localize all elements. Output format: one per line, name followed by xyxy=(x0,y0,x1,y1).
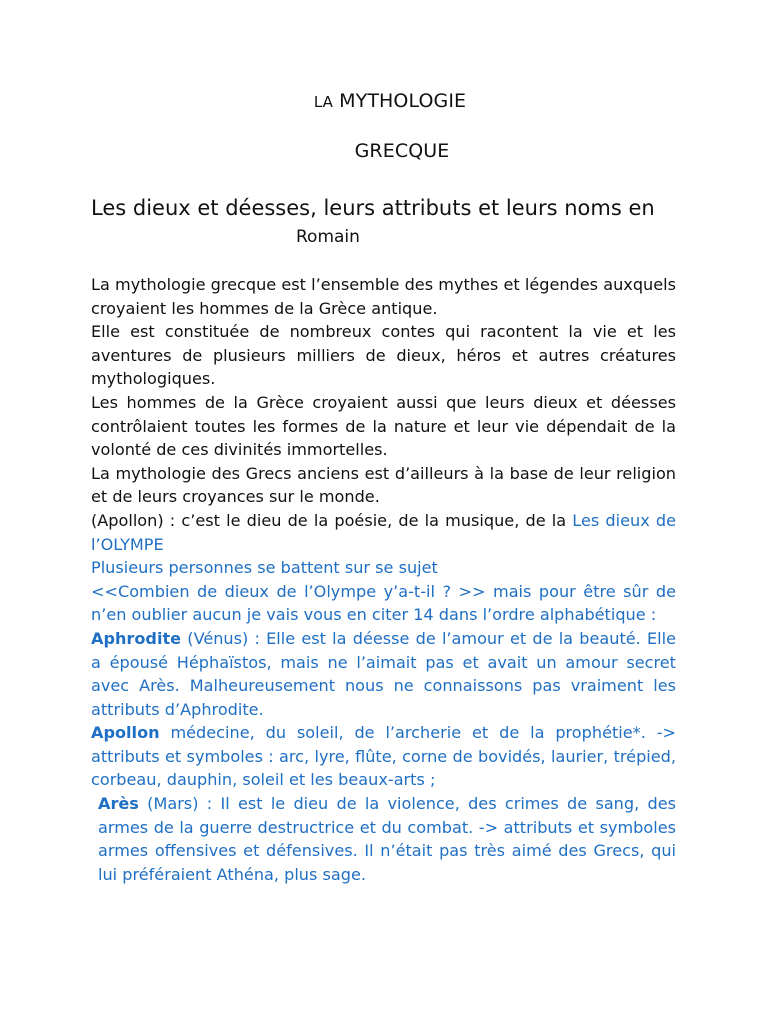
god-entry-aphrodite xyxy=(91,627,676,721)
apollon-text: (Apollon) : c’est le dieu de la poésie, de la musique, de la xyxy=(91,510,573,530)
god-description: médecine, du soleil, de l’archerie et de la prophétie*. -> attributs et symboles : arc, lyre, flûte, corne de bovidés, laurier, trépied, corbeau, dauphin, soleil et les beaux-arts ; xyxy=(91,723,676,790)
god-name: Arès xyxy=(98,794,139,814)
document-subtitle: Les dieux et déesses, leurs attributs et leurs noms en xyxy=(91,196,655,220)
olympe-heading-text: Les dieux de l’OLYMPE xyxy=(91,510,676,554)
god-name: Apollon xyxy=(91,723,160,743)
document-body xyxy=(91,273,676,886)
god-entry-ares xyxy=(91,792,676,886)
title-main: MYTHOLOGIE xyxy=(332,90,467,112)
god-description: (Vénus) : Elle est la déesse de l’amour et de la beauté. Elle a épousé Héphaïstos, mais ne l’aimait pas et avait un amour secret avec Arès. Malheureusement nous ne connaissons pas vraiment les attributs d’Aphrodite. xyxy=(91,628,676,719)
document-title-line-2: GRECQUE xyxy=(354,140,450,162)
god-description: (Mars) : Il est le dieu de la violence, des crimes de sang, des armes de la guerre destructrice et du combat. -> attributs et symboles armes offensives et défensives. Il n’était pas très aimé des Grecs, qui lui préféraient Athéna, plus sage. xyxy=(98,794,676,884)
apollon-paragraph xyxy=(91,509,676,556)
intro-paragraph-1: La mythologie grecque est l’ensemble des mythes et légendes auxquels croyaient les hommes de la Grèce antique. xyxy=(91,275,676,318)
god-name: Aphrodite xyxy=(91,628,182,648)
title-la: LA xyxy=(313,93,333,111)
god-entry-apollon xyxy=(91,721,676,792)
document-subtitle-continuation: Romain xyxy=(296,227,360,247)
document-title-line-1 xyxy=(0,90,768,112)
debate-paragraph: Plusieurs personnes se battent sur se sujet xyxy=(91,558,438,578)
count-paragraph: <<Combien de dieux de l’Olympe y’a-t-il ? >> mais pour être sûr de n’en oublier aucun je vais vous en citer 14 dans l’ordre alphabétique : xyxy=(91,581,676,625)
intro-paragraph-2: Elle est constituée de nombreux contes qui racontent la vie et les aventures de plusieurs milliers de dieux, héros et autres créatures mythologiques. xyxy=(91,322,676,389)
intro-paragraph-3: Les hommes de la Grèce croyaient aussi que leurs dieux et déesses contrôlaient toutes les formes de la nature et leur vie dépendait de la volonté de ces divinités immortelles. xyxy=(91,392,676,460)
intro-paragraph-4: La mythologie des Grecs anciens est d’ailleurs à la base de leur religion et de leurs croyances sur le monde. xyxy=(91,463,676,507)
